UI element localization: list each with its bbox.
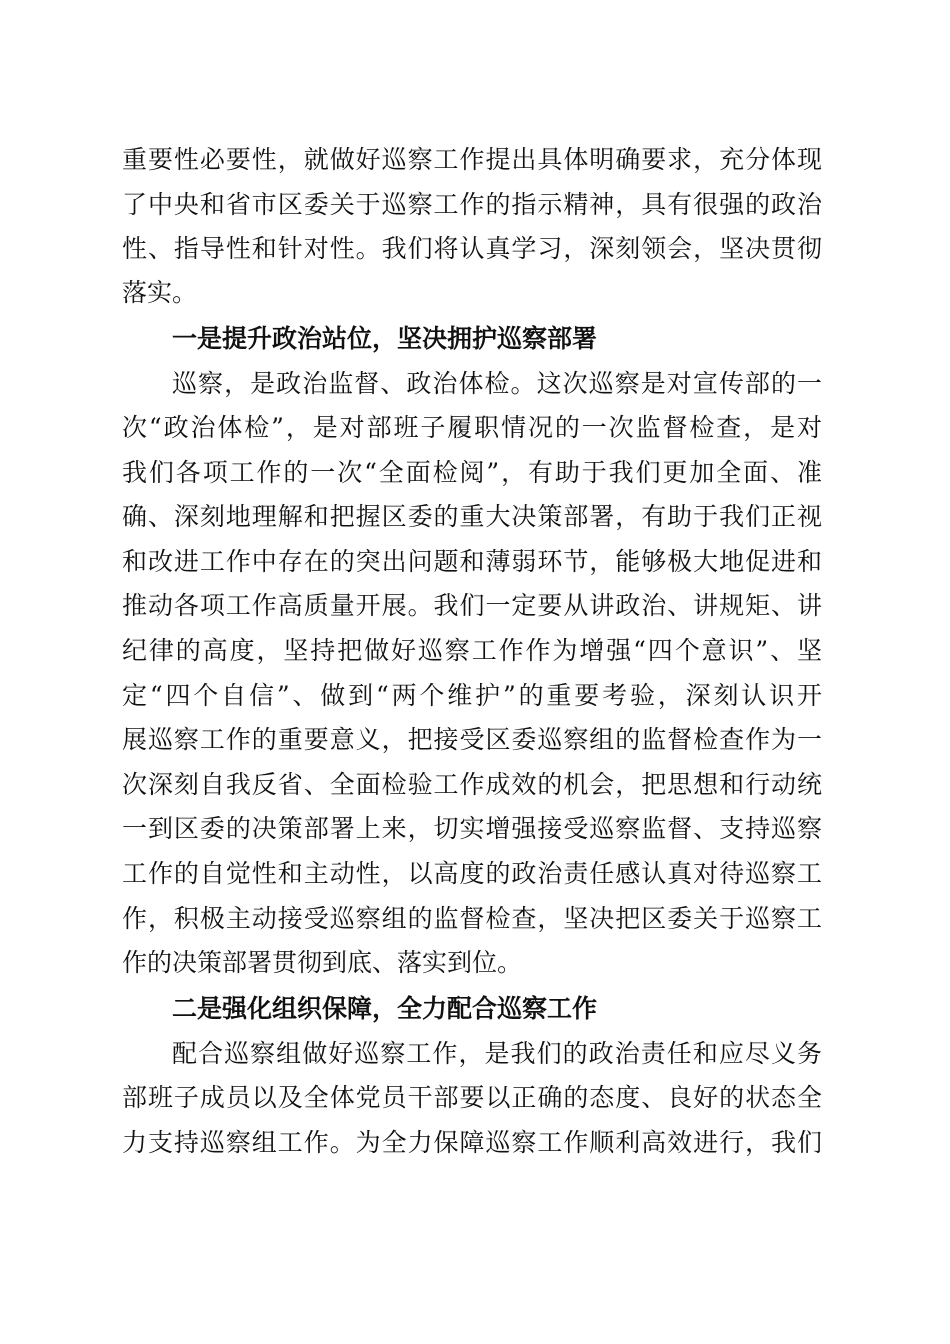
- section-heading: 一是提升政治站位，坚决拥护巡察部署: [172, 324, 598, 353]
- paragraph-line: 了中央和省市区委关于巡察工作的指示精神，具有很强的政治: [122, 190, 822, 219]
- paragraph-line: 次深刻自我反省、全面检验工作成效的机会，把思想和行动统: [122, 770, 822, 799]
- paragraph-line: 作的决策部署贯彻到底、落实到位。: [122, 948, 523, 977]
- paragraph-line: 展巡察工作的重要意义，把接受区委巡察组的监督检查作为一: [122, 725, 822, 754]
- paragraph-line: 一到区委的决策部署上来，切实增强接受巡察监督、支持巡察: [122, 814, 822, 843]
- paragraph-line: 性、指导性和针对性。我们将认真学习，深刻领会，坚决贯彻: [122, 234, 822, 263]
- paragraph-line: 定“四个自信”、做到“两个维护”的重要考验，深刻认识开: [122, 681, 822, 710]
- paragraph-line: 次“政治体检”，是对部班子履职情况的一次监督检查，是对: [122, 413, 822, 442]
- paragraph-line: 确、深刻地理解和把握区委的重大决策部署，有助于我们正视: [122, 502, 822, 531]
- paragraph-line: 巡察，是政治监督、政治体检。这次巡察是对宣传部的一: [172, 369, 822, 398]
- paragraph-line: 我们各项工作的一次“全面检阅”，有助于我们更加全面、准: [122, 458, 822, 487]
- paragraph-line: 纪律的高度，坚持把做好巡察工作作为增强“四个意识”、坚: [122, 636, 822, 665]
- paragraph-line: 力支持巡察组工作。为全力保障巡察工作顺利高效进行，我们: [122, 1128, 822, 1157]
- paragraph-line: 重要性必要性，就做好巡察工作提出具体明确要求，充分体现: [122, 145, 822, 174]
- paragraph-line: 工作的自觉性和主动性，以高度的政治责任感认真对待巡察工: [122, 859, 822, 888]
- paragraph-line: 部班子成员以及全体党员干部要以正确的态度、良好的状态全: [122, 1083, 822, 1112]
- paragraph-line: 配合巡察组做好巡察工作，是我们的政治责任和应尽义务: [172, 1039, 822, 1068]
- paragraph-line: 推动各项工作高质量开展。我们一定要从讲政治、讲规矩、讲: [122, 591, 822, 620]
- section-heading: 二是强化组织保障，全力配合巡察工作: [172, 994, 598, 1023]
- paragraph-line: 和改进工作中存在的突出问题和薄弱环节，能够极大地促进和: [122, 547, 822, 576]
- paragraph-line: 作，积极主动接受巡察组的监督检查，坚决把区委关于巡察工: [122, 904, 822, 933]
- paragraph-line: 落实。: [122, 278, 198, 307]
